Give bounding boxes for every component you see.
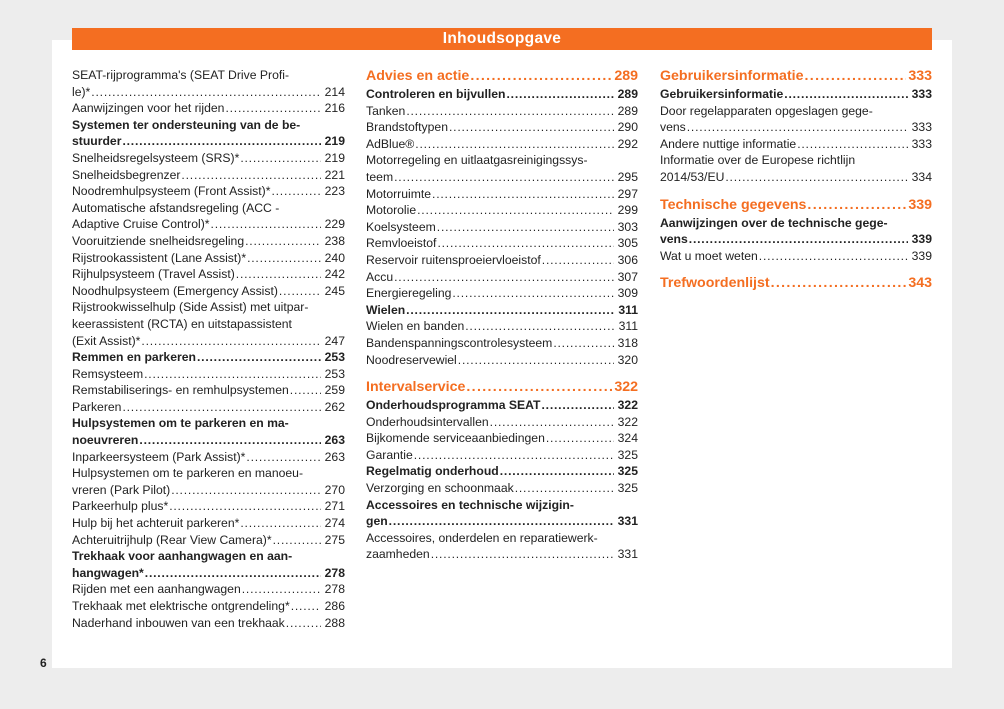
toc-entry-title: Rijhulpsysteem (Travel Assist) (72, 267, 235, 282)
toc-page-number: 307 (617, 269, 638, 284)
toc-entry-title: gen (366, 514, 388, 529)
toc-entry-title: Hulp bij het achteruit parkeren* (72, 516, 240, 531)
toc-page-number: 221 (324, 167, 345, 182)
toc-entry-title: vens (660, 120, 686, 135)
toc-entry[interactable] (72, 498, 345, 515)
toc-entry[interactable] (366, 530, 638, 563)
toc-entry[interactable] (72, 548, 345, 581)
toc-page-number: 253 (324, 350, 345, 365)
toc-entry-title: Wielen (366, 302, 406, 317)
toc-entry[interactable] (72, 449, 345, 466)
toc-entry-title: noeuvreren (72, 433, 139, 448)
toc-page-number: 289 (617, 87, 638, 101)
toc-page-number: 325 (617, 464, 638, 479)
toc-entry[interactable] (366, 186, 638, 203)
toc-page-number: 259 (324, 383, 345, 398)
toc-page-number: 271 (324, 499, 345, 514)
toc-page-number: 305 (617, 236, 638, 251)
toc-entry[interactable] (72, 399, 345, 416)
dot-leader (465, 318, 614, 335)
toc-entry-title: Controleren en bijvullen (366, 87, 506, 101)
toc-entry-title: Energieregeling (366, 286, 452, 301)
toc-entry[interactable] (366, 302, 638, 319)
toc-entry-title: Andere nuttige informatie (660, 136, 797, 151)
dot-leader (449, 119, 614, 136)
toc-page-number: 278 (324, 582, 345, 597)
toc-entry[interactable] (72, 581, 345, 598)
toc-page-number: 318 (617, 335, 638, 350)
toc-page-number: 339 (911, 232, 932, 247)
toc-entry[interactable] (366, 397, 638, 414)
toc-entry-title: Advies en actie (366, 68, 470, 84)
toc-page-number: 325 (617, 447, 638, 462)
toc-page-number: 275 (324, 532, 345, 547)
toc-entry-title: Accessoires, onderdelen en reparatiewerk- (366, 530, 598, 545)
toc-page-number: 286 (324, 599, 345, 613)
toc-entry-title: (Exit Assist)* (72, 333, 141, 348)
toc-column-1 (72, 67, 345, 631)
toc-entry[interactable] (366, 335, 638, 352)
dot-leader (541, 397, 614, 414)
toc-entry[interactable] (72, 150, 345, 167)
dot-leader (240, 150, 321, 167)
toc-column-3 (660, 67, 932, 293)
dot-leader (122, 133, 321, 150)
toc-page-number: 299 (617, 203, 638, 218)
toc-entry-title: Technische gegevens (660, 196, 807, 213)
dot-leader (687, 119, 908, 136)
dot-leader (291, 598, 321, 615)
dot-leader (437, 219, 614, 236)
toc-entry-title: Adaptive Cruise Control)* (72, 217, 210, 232)
toc-section[interactable] (366, 378, 638, 397)
toc-entry[interactable] (366, 352, 638, 369)
toc-entry-title: vreren (Park Pilot) (72, 482, 171, 497)
toc-entry-title: Garantie (366, 447, 413, 462)
dot-leader (225, 100, 321, 117)
toc-entry-title: Koelsysteem (366, 219, 436, 234)
toc-page-number: 309 (617, 286, 638, 301)
dot-leader (247, 250, 321, 267)
toc-page-number: 223 (324, 184, 345, 199)
dot-leader (197, 349, 321, 366)
toc-entry[interactable] (660, 152, 932, 185)
dot-leader (144, 366, 321, 383)
dot-leader (807, 196, 906, 215)
toc-entry[interactable] (72, 366, 345, 383)
toc-entry-title: Achteruitrijhulp (Rear View Camera)* (72, 532, 272, 547)
toc-entry-title: stuurder (72, 134, 122, 149)
toc-page-number: 333 (911, 87, 932, 101)
toc-page-number: 311 (618, 302, 638, 317)
toc-entry-title: vens (660, 232, 688, 247)
toc-entry-title: Intervalservice (366, 379, 466, 396)
toc-page-number: 333 (911, 120, 932, 135)
dot-leader (797, 136, 908, 153)
toc-entry-title: Noodremhulpsysteem (Front Assist)* (72, 184, 271, 199)
toc-entry-title: Remvloeistof (366, 236, 437, 251)
dot-leader (181, 167, 321, 184)
toc-entry-title: Trekhaak voor aanhangwagen en aan- (72, 549, 293, 564)
toc-entry[interactable] (72, 67, 345, 100)
toc-section[interactable] (366, 67, 638, 86)
page-title-bar (72, 28, 932, 50)
toc-entry-title: Automatische afstandsregeling (ACC - (72, 200, 280, 215)
toc-entry[interactable] (366, 152, 638, 185)
dot-leader (290, 382, 321, 399)
toc-entry[interactable] (72, 615, 345, 632)
toc-entry-title: Bandenspanningscontrolesysteem (366, 335, 553, 350)
toc-entry-title: keerassistent (RCTA) en uitstapassistent (72, 316, 292, 331)
dot-leader (242, 581, 321, 598)
toc-entry[interactable] (366, 219, 638, 236)
toc-entry-title: 2014/53/EU (660, 169, 725, 184)
toc-page-number: 245 (324, 283, 345, 298)
toc-page-number: 270 (324, 482, 345, 497)
dot-leader (417, 202, 614, 219)
dot-leader (431, 546, 614, 563)
toc-entry[interactable] (72, 183, 345, 200)
toc-entry[interactable] (72, 200, 345, 233)
dot-leader (759, 248, 908, 265)
dot-leader (771, 274, 907, 293)
toc-entry[interactable] (366, 136, 638, 153)
toc-entry[interactable] (366, 202, 638, 219)
dot-leader (406, 302, 614, 319)
toc-entry-title: Snelheidsbegrenzer (72, 167, 181, 182)
dot-leader (725, 169, 908, 186)
toc-section[interactable] (660, 196, 932, 215)
dot-leader (141, 333, 321, 350)
toc-section[interactable] (660, 67, 932, 86)
toc-entry-title: SEAT-rijprogramma's (SEAT Drive Profi- (72, 68, 289, 82)
toc-entry-title: hangwagen* (72, 565, 144, 580)
toc-page-number: 262 (324, 399, 345, 414)
dot-leader (432, 186, 614, 203)
dot-leader (470, 67, 612, 86)
page-title: Inhoudsopgave (442, 30, 562, 47)
toc-entry[interactable] (72, 266, 345, 283)
toc-entry-title: Gebruikersinformatie (660, 87, 784, 101)
dot-leader (394, 269, 614, 286)
dot-leader (246, 449, 321, 466)
toc-entry[interactable] (72, 515, 345, 532)
toc-entry-title: Door regelapparaten opgeslagen gege- (660, 103, 873, 118)
toc-page-number: 288 (324, 615, 345, 630)
toc-entry[interactable] (72, 233, 345, 250)
dot-leader (490, 414, 614, 431)
toc-entry-title: Trekhaak met elektrische ontgrendeling* (72, 599, 290, 613)
toc-page-number: 339 (908, 196, 932, 213)
toc-entry-title: teem (366, 169, 394, 184)
toc-entry[interactable] (366, 269, 638, 286)
dot-leader (139, 432, 321, 449)
toc-page-number: 290 (617, 120, 638, 135)
toc-page-number: 216 (324, 101, 345, 116)
toc-entry[interactable] (366, 463, 638, 480)
toc-entry-title: Vooruitziende snelheidsregeling (72, 233, 245, 248)
toc-page-number: 238 (324, 233, 345, 248)
toc-page-number: 320 (617, 352, 638, 367)
toc-page-number: 247 (324, 333, 345, 348)
toc-entry[interactable] (72, 299, 345, 349)
toc-page-number: 214 (324, 84, 345, 99)
dot-leader (122, 399, 321, 416)
toc-entry[interactable] (72, 465, 345, 498)
toc-entry[interactable] (72, 100, 345, 117)
toc-page-number: 274 (324, 516, 345, 531)
toc-page-number: 242 (324, 267, 345, 282)
toc-section[interactable] (660, 274, 932, 293)
toc-entry-title: Trefwoordenlijst (660, 275, 770, 292)
toc-entry-title: Motorregeling en uitlaatgasreinigingssys- (366, 153, 588, 168)
toc-entry-title: Rijden met een aanhangwagen (72, 582, 241, 597)
toc-entry-title: Accessoires en technische wijzigin- (366, 497, 574, 512)
toc-entry-title: Remsysteem (72, 366, 144, 381)
toc-entry-title: Tanken (366, 103, 406, 118)
toc-entry[interactable] (660, 86, 932, 103)
toc-entry[interactable] (72, 349, 345, 366)
toc-entry-title: Hulpsystemen om te parkeren en ma- (72, 416, 289, 431)
toc-page-number: 292 (617, 136, 638, 151)
dot-leader (211, 216, 321, 233)
toc-page-number: 253 (324, 366, 345, 381)
toc-entry-title: Aanwijzingen voor het rijden (72, 101, 225, 116)
dot-leader (389, 513, 614, 530)
toc-entry-title: Motorolie (366, 203, 417, 218)
toc-entry-title: Rijstrookassistent (Lane Assist)* (72, 250, 247, 265)
dot-leader (553, 335, 614, 352)
toc-page-number: 331 (617, 547, 638, 562)
toc-page-number: 229 (324, 217, 345, 232)
toc-entry-title: Wielen en banden (366, 319, 465, 334)
page-number: 6 (40, 656, 47, 670)
toc-entry-title: Remstabiliserings- en remhulpsystemen (72, 383, 289, 398)
toc-entry[interactable] (366, 285, 638, 302)
toc-entry-title: Parkeerhulp plus* (72, 499, 169, 514)
toc-page-number: 263 (324, 433, 345, 448)
toc-page-number: 339 (911, 248, 932, 263)
toc-page-number: 219 (324, 134, 345, 149)
toc-entry[interactable] (72, 598, 345, 615)
toc-entry-title: AdBlue® (366, 136, 415, 151)
toc-entry-title: Reservoir ruitensproeiervloeistof (366, 252, 541, 267)
toc-entry[interactable] (72, 250, 345, 267)
toc-entry[interactable] (660, 248, 932, 265)
toc-entry[interactable] (72, 283, 345, 300)
toc-entry-title: Regelmatig onderhoud (366, 464, 499, 479)
toc-entry[interactable] (366, 235, 638, 252)
toc-entry[interactable] (366, 86, 638, 103)
dot-leader (286, 615, 321, 632)
toc-page-number: 331 (617, 514, 638, 529)
dot-leader (169, 498, 321, 515)
toc-entry-title: Motorruimte (366, 186, 432, 201)
toc-entry[interactable] (366, 119, 638, 136)
toc-entry-title: Hulpsystemen om te parkeren en manoeu- (72, 466, 304, 481)
dot-leader (171, 482, 321, 499)
toc-page-number: 333 (908, 68, 932, 84)
dot-leader (145, 565, 321, 582)
toc-entry-title: Systemen ter ondersteuning van de be- (72, 117, 301, 132)
toc-entry-title: Informatie over de Europese richtlijn (660, 153, 856, 168)
toc-entry-title: Bijkomende serviceaanbiedingen (366, 431, 545, 446)
toc-entry[interactable] (72, 382, 345, 399)
toc-entry[interactable] (72, 117, 345, 150)
dot-leader (546, 430, 614, 447)
toc-page-number: 311 (618, 319, 638, 334)
toc-entry[interactable] (72, 415, 345, 448)
toc-page-number: 325 (617, 481, 638, 496)
dot-leader (452, 285, 614, 302)
dot-leader (415, 136, 614, 153)
toc-page-number: 322 (617, 414, 638, 429)
toc-entry-title: Noodhulpsysteem (Emergency Assist) (72, 283, 278, 298)
dot-leader (273, 532, 321, 549)
toc-entry[interactable] (660, 215, 932, 248)
toc-page-number: 333 (911, 136, 932, 151)
dot-leader (414, 447, 614, 464)
dot-leader (515, 480, 614, 497)
toc-entry[interactable] (366, 447, 638, 464)
toc-entry-title: Brandstoftypen (366, 120, 448, 135)
toc-page-number: 278 (324, 565, 345, 580)
toc-entry-title: Accu (366, 269, 394, 284)
toc-entry-title: Remmen en parkeren (72, 350, 196, 365)
dot-leader (437, 235, 614, 252)
toc-entry-title: Snelheidsregelsysteem (SRS)* (72, 150, 240, 165)
toc-page-number: 343 (908, 275, 932, 292)
dot-leader (279, 283, 321, 300)
toc-page-number: 334 (911, 169, 932, 184)
toc-entry-title: zaamheden (366, 547, 430, 562)
toc-entry-title: Rijstrookwisselhulp (Side Assist) met uitpar- (72, 300, 309, 315)
toc-entry-title: le)* (72, 84, 91, 99)
toc-entry[interactable] (72, 167, 345, 184)
toc-page-number: 289 (614, 68, 638, 84)
toc-entry-title: Aanwijzingen over de technische gege- (660, 215, 888, 230)
toc-entry-title: Naderhand inbouwen van een trekhaak (72, 615, 285, 630)
toc-entry-title: Wat u moet weten (660, 248, 758, 263)
dot-leader (500, 463, 614, 480)
dot-leader (805, 67, 907, 86)
dot-leader (507, 86, 615, 103)
toc-page-number: 306 (617, 252, 638, 267)
toc-entry-title: Gebruikersinformatie (660, 68, 804, 84)
toc-page-number: 324 (617, 431, 638, 446)
dot-leader (271, 183, 321, 200)
toc-entry-title: Parkeren (72, 399, 122, 414)
dot-leader (466, 378, 612, 397)
dot-leader (542, 252, 614, 269)
toc-page-number: 263 (324, 449, 345, 464)
toc-entry[interactable] (366, 480, 638, 497)
toc-page-number: 322 (614, 379, 638, 396)
toc-entry-title: Verzorging en schoonmaak (366, 481, 514, 496)
dot-leader (406, 103, 614, 120)
toc-entry[interactable] (366, 497, 638, 530)
toc-entry[interactable] (366, 414, 638, 431)
dot-leader (240, 515, 321, 532)
toc-entry[interactable] (660, 136, 932, 153)
toc-page-number: 297 (617, 186, 638, 201)
toc-entry[interactable] (660, 103, 932, 136)
dot-leader (245, 233, 321, 250)
toc-entry[interactable] (366, 103, 638, 120)
dot-leader (784, 86, 908, 103)
dot-leader (394, 169, 614, 186)
toc-entry-title: Inparkeersysteem (Park Assist)* (72, 449, 246, 464)
toc-column-2 (366, 67, 638, 563)
dot-leader (236, 266, 321, 283)
toc-entry[interactable] (366, 252, 638, 269)
toc-page-number: 219 (324, 150, 345, 165)
toc-page-number: 322 (617, 398, 638, 413)
dot-leader (91, 84, 321, 101)
toc-entry[interactable] (366, 318, 638, 335)
toc-page-number: 295 (617, 169, 638, 184)
toc-entry[interactable] (366, 430, 638, 447)
toc-page-number: 303 (617, 219, 638, 234)
toc-entry[interactable] (72, 532, 345, 549)
dot-leader (458, 352, 614, 369)
toc-entry-title: Noodreservewiel (366, 352, 457, 367)
toc-page-number: 289 (617, 103, 638, 118)
dot-leader (689, 231, 908, 248)
toc-entry-title: Onderhoudsintervallen (366, 414, 489, 429)
toc-entry-title: Onderhoudsprogramma SEAT (366, 398, 541, 413)
toc-page-number: 240 (324, 250, 345, 265)
